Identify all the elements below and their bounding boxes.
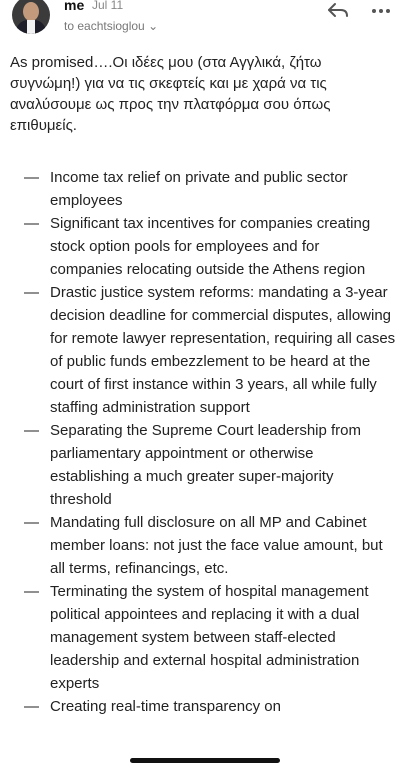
list-item bbox=[24, 695, 396, 718]
chevron-down-icon: ⌄ bbox=[148, 19, 159, 33]
home-indicator-bar[interactable] bbox=[130, 758, 280, 763]
dash-bullet: — bbox=[24, 514, 39, 531]
list-item bbox=[24, 281, 396, 419]
recipient-label: to eachtsioglou bbox=[64, 19, 145, 33]
sender-name: me bbox=[64, 0, 85, 13]
reply-icon[interactable] bbox=[327, 2, 351, 18]
more-horizontal-icon[interactable] bbox=[370, 2, 392, 18]
dash-bullet: — bbox=[24, 583, 39, 600]
dash-bullet: — bbox=[24, 284, 39, 301]
list-item bbox=[24, 419, 396, 511]
sender-avatar[interactable] bbox=[12, 0, 50, 34]
list-item bbox=[24, 580, 396, 695]
list-item bbox=[24, 212, 396, 281]
list-item-text: Income tax relief on private and public sector employees bbox=[50, 169, 348, 209]
recipient-details-toggle[interactable] bbox=[64, 19, 158, 33]
list-item-text: Terminating the system of hospital management political appointees and replacing it with a dual management system between staff-elected leadership and external hospital administration experts bbox=[50, 583, 369, 692]
list-item bbox=[24, 166, 396, 212]
email-header bbox=[0, 0, 402, 40]
list-item-text: Creating real-time transparency on bbox=[50, 698, 281, 715]
avatar-shirt bbox=[27, 20, 35, 34]
dash-bullet: — bbox=[24, 169, 39, 186]
list-item bbox=[24, 511, 396, 580]
list-item-text: Drastic justice system reforms: mandating a 3-year decision deadline for commercial disputes, allowing for remote lawyer representation, requiring all cases of public funds embezzlement to be heard at the court of first instance within 3 years, all while fully staffing administration support bbox=[50, 284, 396, 416]
email-intro-paragraph: As promised….Οι ιδέες μου (στα Αγγλικά, ζήτω συγνώμη!) για να τις σκεφτείς και με χαρά να τις αναλύσουμε ως προς την πλατφόρμα σου όπως επιθυμείς. bbox=[10, 54, 331, 134]
avatar-face bbox=[23, 2, 39, 21]
list-item-text: Mandating full disclosure on all MP and Cabinet member loans: not just the face value amount, but all terms, refinancings, etc. bbox=[50, 514, 383, 577]
list-item-text: Significant tax incentives for companies creating stock option pools for employees and for companies relocating outside the Athens region bbox=[50, 215, 371, 278]
dash-bullet: — bbox=[24, 422, 39, 439]
dash-bullet: — bbox=[24, 698, 39, 715]
proposal-list bbox=[24, 166, 396, 718]
email-date: Jul 11 bbox=[92, 0, 124, 12]
dash-bullet: — bbox=[24, 215, 39, 232]
list-item-text: Separating the Supreme Court leadership from parliamentary appointment or otherwise establishing a much greater super-majority threshold bbox=[50, 422, 362, 508]
